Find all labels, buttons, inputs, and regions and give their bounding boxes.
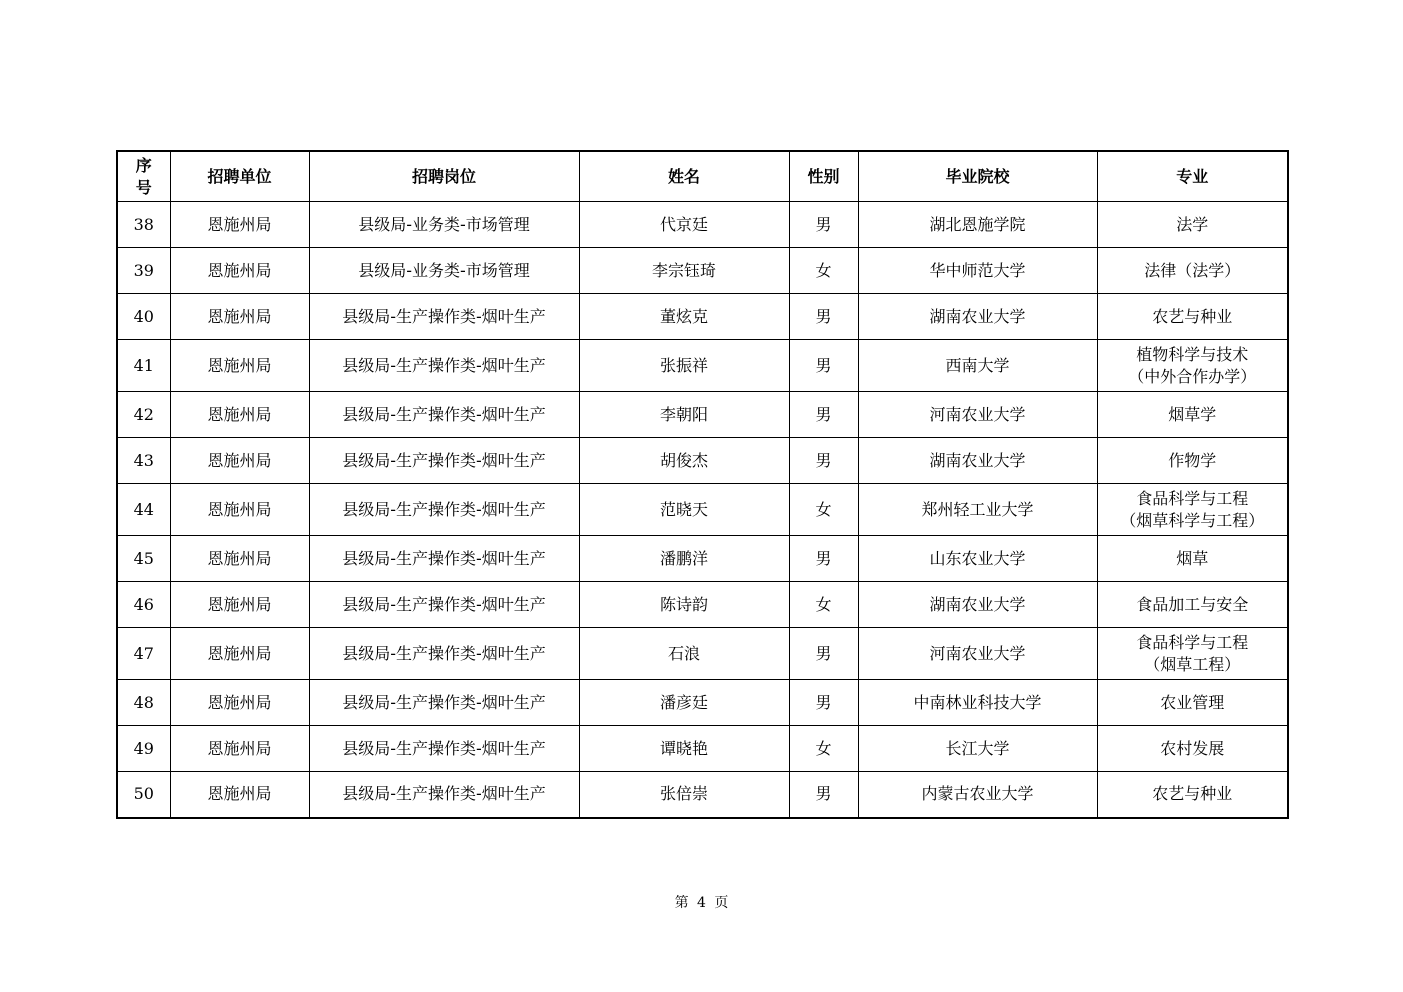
header-gender: 性别: [789, 151, 858, 202]
cell-major: 法学: [1097, 202, 1288, 248]
cell-school: 湖南农业大学: [858, 582, 1097, 628]
cell-gender: 男: [789, 294, 858, 340]
cell-name: 谭晓艳: [579, 726, 789, 772]
cell-name: 陈诗韵: [579, 582, 789, 628]
cell-major: 烟草: [1097, 536, 1288, 582]
cell-position: 县级局-生产操作类-烟叶生产: [309, 582, 579, 628]
cell-name: 李宗钰琦: [579, 248, 789, 294]
cell-gender: 男: [789, 438, 858, 484]
cell-school: 湖南农业大学: [858, 294, 1097, 340]
table-row: [117, 438, 1288, 484]
table-row: [117, 628, 1288, 680]
cell-seq: 41: [117, 340, 170, 392]
cell-seq: 38: [117, 202, 170, 248]
cell-school: 郑州轻工业大学: [858, 484, 1097, 536]
cell-school: 西南大学: [858, 340, 1097, 392]
cell-gender: 女: [789, 248, 858, 294]
cell-major: 法律（法学）: [1097, 248, 1288, 294]
cell-major-line2: （烟草工程）: [1144, 654, 1241, 674]
cell-unit: 恩施州局: [170, 438, 309, 484]
cell-gender: 男: [789, 202, 858, 248]
cell-gender: 男: [789, 772, 858, 818]
cell-gender: 女: [789, 726, 858, 772]
cell-major-line1: 植物科学与技术: [1136, 344, 1249, 364]
header-major: 专业: [1097, 151, 1288, 202]
cell-name: 范晓天: [579, 484, 789, 536]
cell-name: 董炫克: [579, 294, 789, 340]
footer-suffix: 页: [714, 895, 729, 911]
cell-seq: 42: [117, 392, 170, 438]
header-position: 招聘岗位: [309, 151, 579, 202]
cell-gender: 男: [789, 628, 858, 680]
header-seq-line2: 号: [135, 177, 152, 197]
cell-school: 山东农业大学: [858, 536, 1097, 582]
cell-gender: 男: [789, 340, 858, 392]
cell-seq: 48: [117, 680, 170, 726]
cell-seq: 44: [117, 484, 170, 536]
cell-unit: 恩施州局: [170, 536, 309, 582]
table-header-row: [117, 151, 1288, 202]
table-row: [117, 484, 1288, 536]
cell-name: 潘鹏洋: [579, 536, 789, 582]
cell-major-line1: 食品科学与工程: [1136, 488, 1249, 508]
cell-position: 县级局-生产操作类-烟叶生产: [309, 294, 579, 340]
table-row: [117, 680, 1288, 726]
cell-position: 县级局-业务类-市场管理: [309, 248, 579, 294]
cell-unit: 恩施州局: [170, 582, 309, 628]
cell-school: 内蒙古农业大学: [858, 772, 1097, 818]
cell-seq: 49: [117, 726, 170, 772]
footer-prefix: 第: [674, 895, 689, 911]
cell-position: 县级局-生产操作类-烟叶生产: [309, 484, 579, 536]
cell-major: 农村发展: [1097, 726, 1288, 772]
cell-position: 县级局-生产操作类-烟叶生产: [309, 438, 579, 484]
cell-school: 湖北恩施学院: [858, 202, 1097, 248]
cell-unit: 恩施州局: [170, 628, 309, 680]
table-row: [117, 340, 1288, 392]
cell-major: 农艺与种业: [1097, 294, 1288, 340]
cell-name: 张振祥: [579, 340, 789, 392]
table-row: [117, 772, 1288, 818]
cell-major-line2: （烟草科学与工程）: [1120, 510, 1265, 530]
header-school: 毕业院校: [858, 151, 1097, 202]
page-footer: [0, 892, 1403, 912]
cell-major: 食品加工与安全: [1097, 582, 1288, 628]
cell-school: 河南农业大学: [858, 628, 1097, 680]
cell-major: 烟草学: [1097, 392, 1288, 438]
table-body: [117, 202, 1288, 818]
cell-unit: 恩施州局: [170, 248, 309, 294]
cell-position: 县级局-生产操作类-烟叶生产: [309, 772, 579, 818]
cell-name: 李朝阳: [579, 392, 789, 438]
cell-position: 县级局-业务类-市场管理: [309, 202, 579, 248]
cell-unit: 恩施州局: [170, 202, 309, 248]
cell-unit: 恩施州局: [170, 484, 309, 536]
cell-school: 河南农业大学: [858, 392, 1097, 438]
cell-major: [1097, 484, 1288, 536]
cell-name: 代京廷: [579, 202, 789, 248]
table-row: [117, 582, 1288, 628]
cell-seq: 50: [117, 772, 170, 818]
cell-unit: 恩施州局: [170, 340, 309, 392]
cell-school: 长江大学: [858, 726, 1097, 772]
cell-unit: 恩施州局: [170, 680, 309, 726]
cell-position: 县级局-生产操作类-烟叶生产: [309, 392, 579, 438]
cell-seq: 46: [117, 582, 170, 628]
table-row: [117, 248, 1288, 294]
cell-gender: 男: [789, 680, 858, 726]
cell-seq: 43: [117, 438, 170, 484]
cell-school: 湖南农业大学: [858, 438, 1097, 484]
personnel-table: [116, 150, 1289, 819]
cell-position: 县级局-生产操作类-烟叶生产: [309, 536, 579, 582]
cell-seq: 40: [117, 294, 170, 340]
header-seq-line1: 序: [135, 155, 152, 175]
cell-gender: 男: [789, 392, 858, 438]
cell-seq: 39: [117, 248, 170, 294]
cell-name: 张倍崇: [579, 772, 789, 818]
cell-gender: 女: [789, 484, 858, 536]
table-row: [117, 726, 1288, 772]
cell-seq: 45: [117, 536, 170, 582]
cell-name: 胡俊杰: [579, 438, 789, 484]
cell-unit: 恩施州局: [170, 294, 309, 340]
page-number: 4: [697, 895, 706, 911]
header-unit: 招聘单位: [170, 151, 309, 202]
cell-position: 县级局-生产操作类-烟叶生产: [309, 340, 579, 392]
cell-school: 华中师范大学: [858, 248, 1097, 294]
table-row: [117, 202, 1288, 248]
table-row: [117, 392, 1288, 438]
cell-position: 县级局-生产操作类-烟叶生产: [309, 680, 579, 726]
cell-name: 潘彦廷: [579, 680, 789, 726]
cell-major-line1: 食品科学与工程: [1136, 632, 1249, 652]
header-seq: [117, 151, 170, 202]
cell-position: 县级局-生产操作类-烟叶生产: [309, 726, 579, 772]
cell-major: [1097, 628, 1288, 680]
cell-name: 石浪: [579, 628, 789, 680]
cell-major: 作物学: [1097, 438, 1288, 484]
cell-unit: 恩施州局: [170, 772, 309, 818]
cell-seq: 47: [117, 628, 170, 680]
cell-major-line2: （中外合作办学）: [1128, 366, 1257, 386]
cell-major: 农艺与种业: [1097, 772, 1288, 818]
cell-gender: 男: [789, 536, 858, 582]
table-row: [117, 294, 1288, 340]
cell-school: 中南林业科技大学: [858, 680, 1097, 726]
cell-major: [1097, 340, 1288, 392]
table-row: [117, 536, 1288, 582]
cell-position: 县级局-生产操作类-烟叶生产: [309, 628, 579, 680]
cell-unit: 恩施州局: [170, 726, 309, 772]
cell-gender: 女: [789, 582, 858, 628]
cell-major: 农业管理: [1097, 680, 1288, 726]
header-name: 姓名: [579, 151, 789, 202]
cell-unit: 恩施州局: [170, 392, 309, 438]
